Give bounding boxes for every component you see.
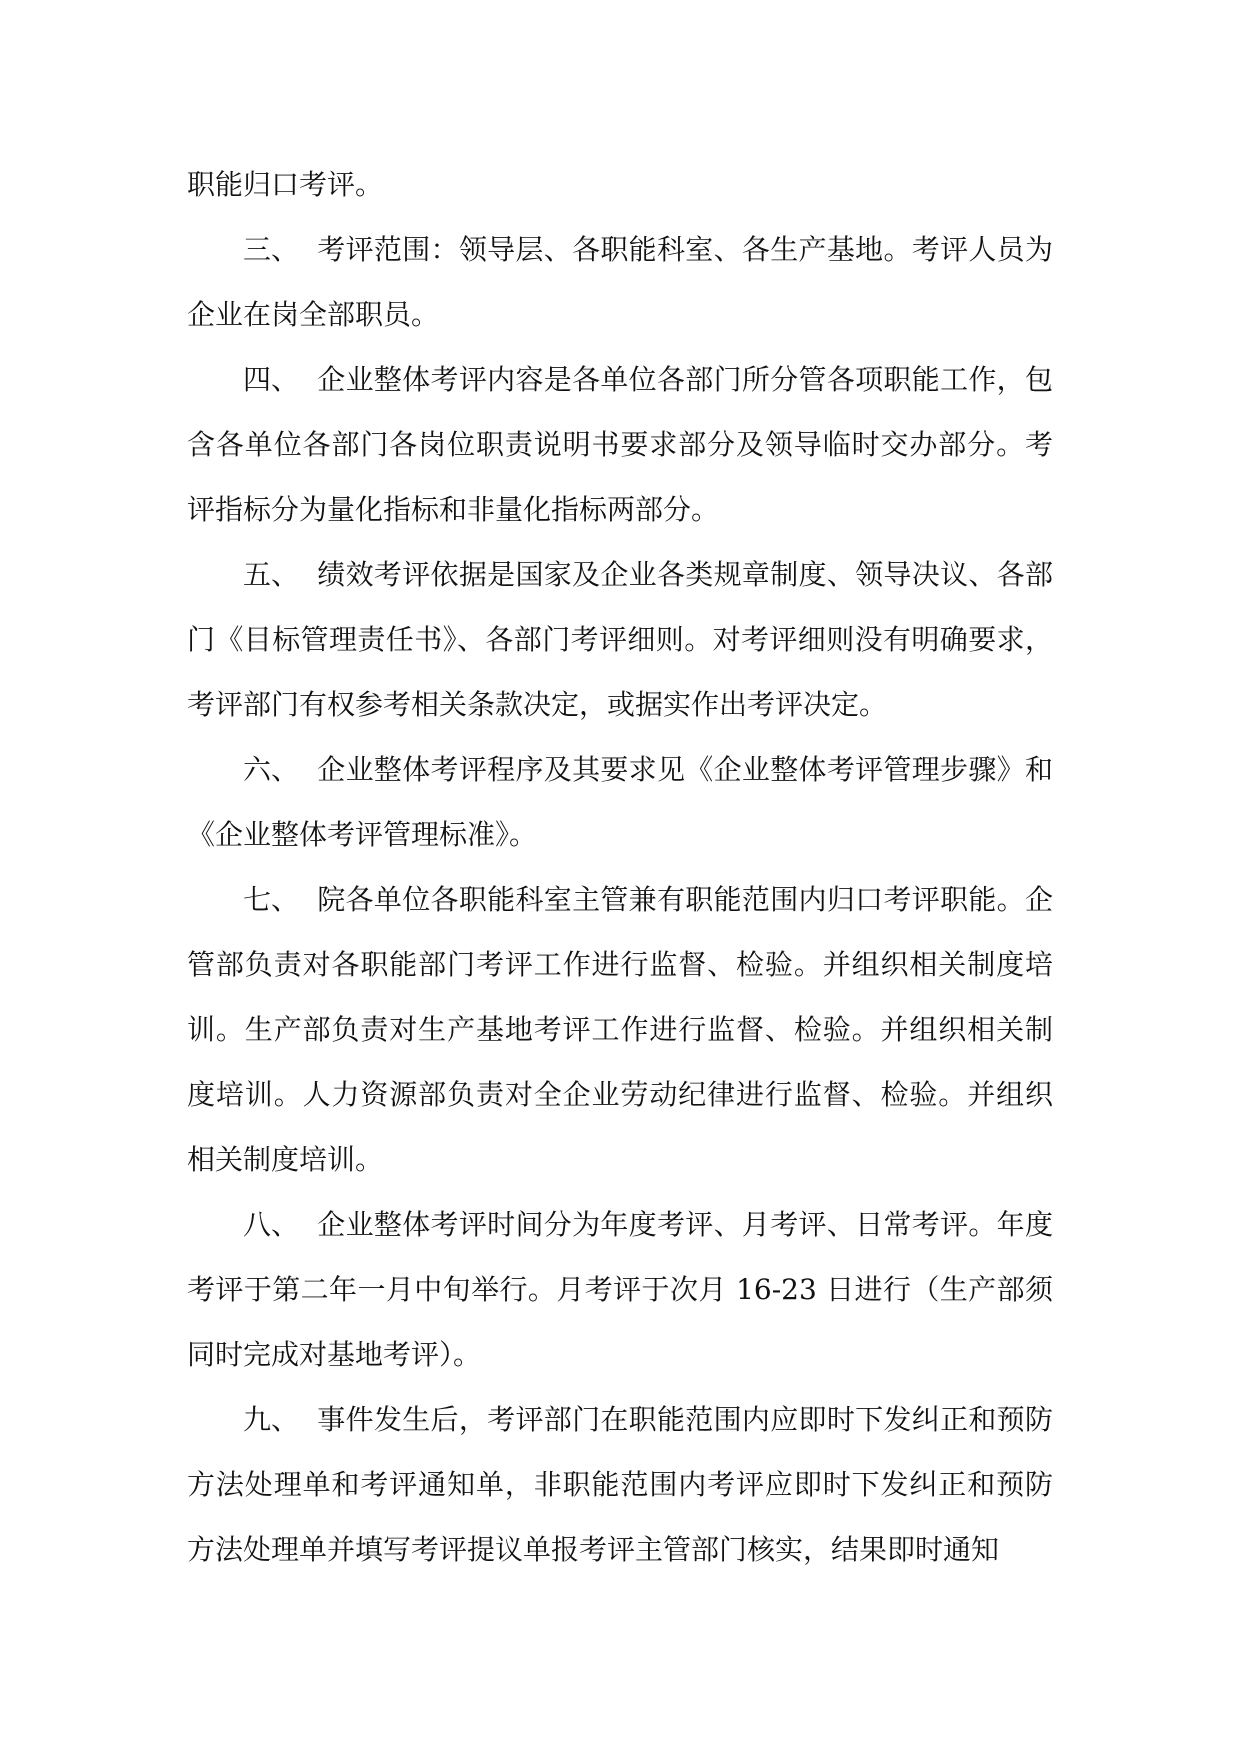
section-7 xyxy=(187,867,1053,1192)
section-text: 企业整体考评程序及其要求见《企业整体考评管理步骤》和《企业整体考评管理标准》。 xyxy=(187,753,1053,851)
continuation-paragraph: 职能归口考评。 xyxy=(187,168,384,201)
section-text: 企业整体考评时间分为年度考评、月考评、日常考评。年度考评于第二年一月中旬举行。月考评于次月 16-23 日进行（生产部须同时完成对基地考评）。 xyxy=(187,1208,1053,1371)
section-text: 事件发生后，考评部门在职能范围内应即时下发纠正和预防方法处理单和考评通知单，非职能范围内考评应即时下发纠正和预防方法处理单并填写考评提议单报考评主管部门核实，结果即时通知 xyxy=(187,1403,1053,1566)
section-text: 企业整体考评内容是各单位各部门所分管各项职能工作，包含各单位各部门各岗位职责说明书要求部分及领导临时交办部分。考评指标分为量化指标和非量化指标两部分。 xyxy=(187,363,1053,526)
section-8 xyxy=(187,1192,1053,1387)
section-number: 五、 xyxy=(243,558,300,591)
section-number: 九、 xyxy=(243,1403,300,1436)
section-4 xyxy=(187,347,1053,542)
section-5 xyxy=(187,542,1053,737)
section-9 xyxy=(187,1387,1053,1582)
section-number: 七、 xyxy=(243,883,300,916)
document-body xyxy=(187,152,1053,1582)
section-text: 绩效考评依据是国家及企业各类规章制度、领导决议、各部门《目标管理责任书》、各部门考评细则。对考评细则没有明确要求，考评部门有权参考相关条款决定，或据实作出考评决定。 xyxy=(187,558,1053,721)
section-6 xyxy=(187,737,1053,867)
section-3 xyxy=(187,217,1053,347)
section-number: 四、 xyxy=(243,363,300,396)
section-number: 六、 xyxy=(243,753,300,786)
section-number: 八、 xyxy=(243,1208,300,1241)
section-number: 三、 xyxy=(243,233,300,266)
section-text: 院各单位各职能科室主管兼有职能范围内归口考评职能。企管部负责对各职能部门考评工作进行监督、检验。并组织相关制度培训。生产部负责对生产基地考评工作进行监督、检验。并组织相关制度培训。人力资源部负责对全企业劳动纪律进行监督、检验。并组织相关制度培训。 xyxy=(187,883,1053,1176)
section-text: 考评范围：领导层、各职能科室、各生产基地。考评人员为企业在岗全部职员。 xyxy=(187,233,1053,331)
